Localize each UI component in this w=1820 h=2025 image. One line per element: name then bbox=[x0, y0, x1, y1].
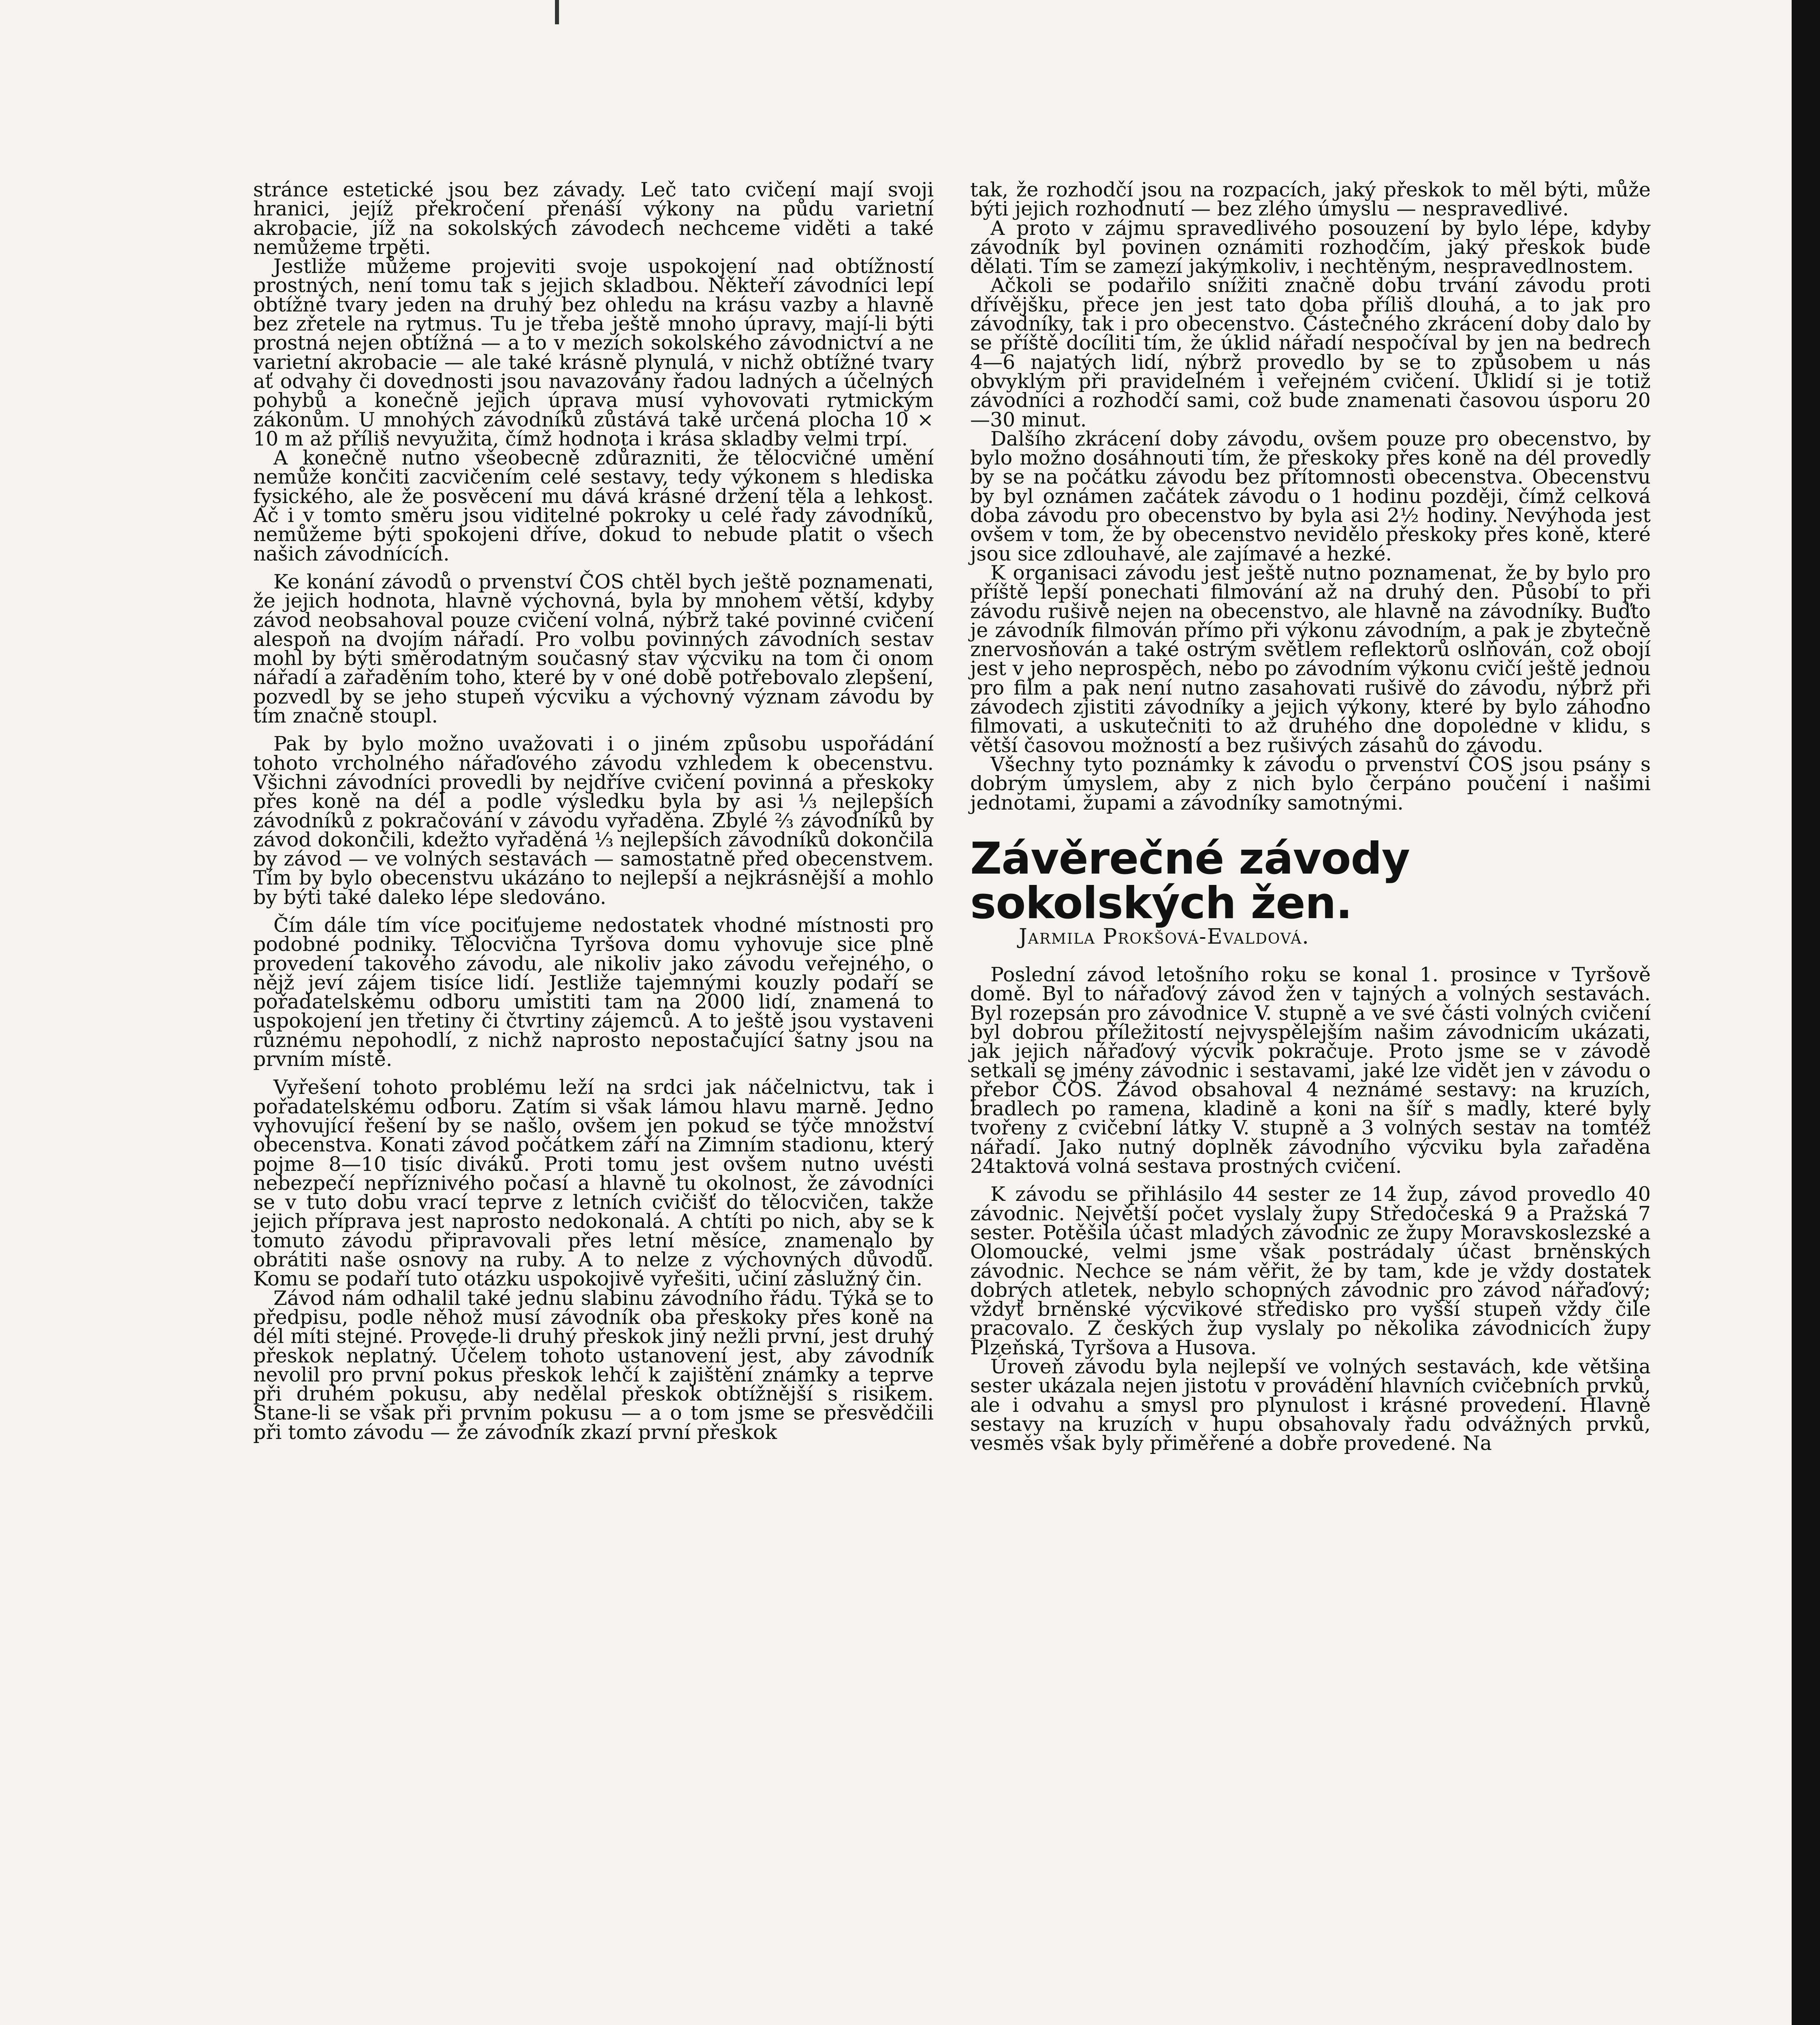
paragraph: Ačkoli se podařilo snížiti značně dobu trvání závodu proti dřívějšku, přece jen jest tato doba příliš dlouhá, a to jak pro závodníky, tak i pro obecenstvo. Částečného zkrácení doby dalo by se příště docíliti tím, že úklid nářadí nespočíval by jen na bedrech 4—6 najatých lidí, nýbrž provedlo by se to způsobem u nás obvyklým při pravidelném i veřejném cvičení. Uklidí si je totiž závodníci a rozhodčí sami, což bude znamenati časovou úsporu 20—30 minut. bbox=[970, 274, 1651, 431]
article-title: Závěrečné závody sokolských žen. bbox=[970, 833, 1410, 929]
left-column bbox=[253, 180, 934, 1442]
right-column bbox=[970, 180, 1651, 1453]
paragraph: Závod nám odhalil také jednu slabinu závodního řádu. Týká se to předpisu, podle něhož musí závodník oba přeskoky přes koně na dél míti stejné. Provede-li druhý přeskok jiný nežli první, jest druhý přeskok neplatný. Účelem tohoto ustanovení jest, aby závodník nevolil pro první pokus přeskok lehčí k zajištění známky a teprve při druhém pokusu, aby nedělal přeskok obtížnější s risikem. Stane-li se však při prvním pokusu — a o tom jsme se přesvědčili při tomto závodu — že závodník zkazí první přeskok bbox=[253, 1286, 934, 1444]
paragraph: Jestliže můžeme projeviti svoje uspokojení nad obtížností prostných, není tomu tak s jejich skladbou. Někteří závodníci lepí obtížné tvary jeden na druhý bez ohledu na krásu vazby a hlavně bez zřetele na rytmus. Tu je třeba ještě mnoho úpravy, mají-li býti prostná nejen obtížná — a to v mezích sokolského závodnictví a ne varietní akrobacie — ale také krásně plynulá, v nichž obtížné tvary ať odvahy či dovednosti jsou navazovány řadou ladných a účelných pohybů a konečně jejich úprava musí vyhovovati rytmickým zákonům. U mnohých závodníků zůstává také určená plocha 10 × 10 m až příliš nevyužita, čímž hodnota i krása skladby velmi trpí. bbox=[253, 255, 934, 450]
paragraph: A proto v zájmu spravedlivého posouzení by bylo lépe, kdyby závodník byl povinen oznámiti rozhodčím, jaký přeskok bude dělati. Tím se zamezí jakýmkoliv, i nechtěným, nespravedlnostem. bbox=[970, 216, 1651, 278]
article-author: Jarmila Prokšová-Evaldová. bbox=[1019, 924, 1310, 949]
paragraph: A konečně nutno všeobecně zdůrazniti, že tělocvičné umění nemůže končiti zacvičením celé sestavy, tedy výkonem s hlediska fysického, ale že posvěcení mu dává krásné držení těla a lehkost. Ač i v tomto směru jsou viditelné pokroky u celé řady závodníků, nemůžeme býti spokojeni dříve, dokud to nebude platit o všech našich závodnících. bbox=[253, 446, 934, 565]
paragraph: Poslední závod letošního roku se konal 1. prosince v Tyršově domě. Byl to nářaďový závod žen v tajných a volných sestavách. Byl rozepsán pro závodnice V. stupně a ve své části volných cvičení byl dobrou příležitostí nejvyspělejším našim závodnicím ukázati, jak jejich nářaďový výcvik pokračuje. Proto jsme se v závodě setkali se jmény závodnic i sestavami, jaké lze vidět jen v závodu o přebor ČOS. Závod obsahoval 4 neznámé sestavy: na kruzích, bradlech po ramena, kladině a koni na šíř s madly, které byly tvořeny z cvičební látky V. stupně a 3 volných sestav na tomtéž nářadí. Jako nutný doplněk závodního výcviku byla zařaděna 24taktová volná sestava prostných cvičení. bbox=[970, 963, 1651, 1178]
paragraph: Dalšího zkrácení doby závodu, ovšem pouze pro obecenstvo, by bylo možno dosáhnouti tím, že přeskoky přes koně na dél provedly by se na počátku závodu bez přítomnosti obecenstva. Obecenstvu by byl oznámen začátek závodu o 1 hodinu později, čímž celková doba závodu pro obecenstvo by byla asi 2½ hodiny. Nevýhoda jest ovšem v tom, že by obecenstvo nevidělo přeskoky přes koně, které jsou sice zdlouhavé, ale zajímavé a hezké. bbox=[970, 427, 1651, 565]
paragraph: Všechny tyto poznámky k závodu o prvenství ČOS jsou psány s dobrým úmyslem, aby z nich bylo čerpáno poučení i našimi jednotami, župami a závodníky samotnými. bbox=[970, 752, 1651, 814]
paragraph: stránce estetické jsou bez závady. Leč tato cvičení mají svoji hranici, jejíž překročení přenáší výkony na půdu varietní akrobacie, jíž na sokolských závodech nechceme viděti a také nemůžeme trpěti. bbox=[253, 178, 934, 259]
paragraph: tak, že rozhodčí jsou na rozpacích, jaký přeskok to měl býti, může býti jejich rozhodnutí — bez zlého úmyslu — nespravedlivé. bbox=[970, 178, 1651, 221]
paragraph: Úroveň závodu byla nejlepší ve volných sestavách, kde většina sester ukázala nejen jistotu v provádění hlavních cvičebních prvků, ale i odvahu a smysl pro plynulost i krásné provedení. Hlavně sestavy na kruzích v hupu obsahovaly řadu odvážných prvků, vesměs však byly přiměřené a dobře provedené. Na bbox=[970, 1355, 1651, 1455]
paragraph: Ke konání závodů o prvenství ČOS chtěl bych ještě poznamenati, že jejich hodnota, hlavně výchovná, byla by mnohem větší, kdyby závod neobsahoval pouze cvičení volná, nýbrž také povinné cvičení alespoň na dvojím nářadí. Pro volbu povinných závodních sestav mohl by býti směrodatným současný stav výcviku na tom či onom nářadí a zařaděním toho, které by v oné době potřebovalo zlepšení, pozvedl by se jeho stupeň výcviku a výchovný význam závodu by tím značně stoupl. bbox=[253, 570, 934, 728]
paragraph: Pak by bylo možno uvažovati i o jiném způsobu uspořádání tohoto vrcholného nářaďového závodu vzhledem k obecenstvu. Všichni závodníci provedli by nejdříve cvičení povinná a přeskoky přes koně na dél a podle výsledku byla by asi ⅓ nejlepších závodníků z pokračování v závodu vyřaděna. Zbylé ⅔ závodníků by závod dokončili, kdežto vyřaděná ⅓ nejlepších závodníků dokončila by závod — ve volných sestavách — samostatně před obecenstvem. Tím by bylo obecenstvu ukázáno to nejlepší a nejkrásnější a mohlo by býti také daleko lépe sledováno. bbox=[253, 732, 934, 909]
paragraph: K závodu se přihlásilo 44 sester ze 14 žup, závod provedlo 40 závodnic. Největší počet vyslaly župy Středočeská 9 a Pražská 7 sester. Potěšila účast mladých závodnic ze župy Moravskoslezské a Olomoucké, velmi jsme však postrádaly účast brněnských závodnic. Nechce se nám věřit, že by tam, kde je vždy dostatek dobrých atletek, nebylo schopných závodnic pro závod nářaďový; vždyť brněnské výcvikové středisko pro vyšší stupeň vždy čile pracovalo. Z českých žup vyslaly po několika závodnicích župy Plzeňská, Tyršova a Husova. bbox=[970, 1183, 1651, 1359]
paragraph: K organisaci závodu jest ještě nutno poznamenat, že by bylo pro příště lepší ponechati filmování až na druhý den. Působí to při závodu rušivě nejen na obecenstvo, ale hlavně na závodníky. Buďto je závodník filmován přímo při výkonu závodním, a pak je zbytečně znervosňován a také ostrým světlem reflektorů oslňován, což obojí jest v jeho neprospěch, nebo po závodním výkonu cvičí ještě jednou pro film a pak není nutno zasahovati rušivě do závodu, nýbrž při závodech zjistiti závodníky a jejich výkony, které by bylo záhodno filmovati, a uskutečniti to až druhého dne dopoledne v klidu, s větší časovou možností a bez rušivých zásahů do závodu. bbox=[970, 561, 1651, 757]
paragraph: Čím dále tím více pociťujeme nedostatek vhodné místnosti pro podobné podniky. Tělocvična Tyršova domu vyhovuje sice plně provedení takového závodu, ale nikoliv jako závodu veřejného, o nějž jeví zájem tisíce lidí. Jestliže tajemnými kouzly podaří se pořadatelskému odboru umístiti tam na 2000 lidí, znamená to uspokojení jen třetiny či čtvrtiny zájemců. A to ještě jsou vystaveni různému nepohodlí, z nichž naprosto nepostačující šatny jsou na prvním místě. bbox=[253, 913, 934, 1071]
paragraph: Vyřešení tohoto problému leží na srdci jak náčelnictvu, tak i pořadatelskému odboru. Zatím si však lámou hlavu marně. Jedno vyhovující řešení by se našlo, ovšem jen pokud se týče množství obecenstva. Konati závod počátkem září na Zimním stadionu, který pojme 8—10 tisíc diváků. Proti tomu jest ovšem nutno uvésti nebezpečí nepříznivého počasí a hlavně tu okolnost, že závodníci se v tuto dobu vrací teprve z letních cvičišť do tělocvičen, takže jejich příprava jest naprosto nedokonalá. A chtíti po nich, aby se k tomuto závodu připravovali přes letní měsíce, znamenalo by obrátiti naše osnovy na ruby. A to nelze z výchovných důvodů. Komu se podaří tuto otázku uspokojivě vyřešiti, učiní záslužný čin. bbox=[253, 1076, 934, 1291]
